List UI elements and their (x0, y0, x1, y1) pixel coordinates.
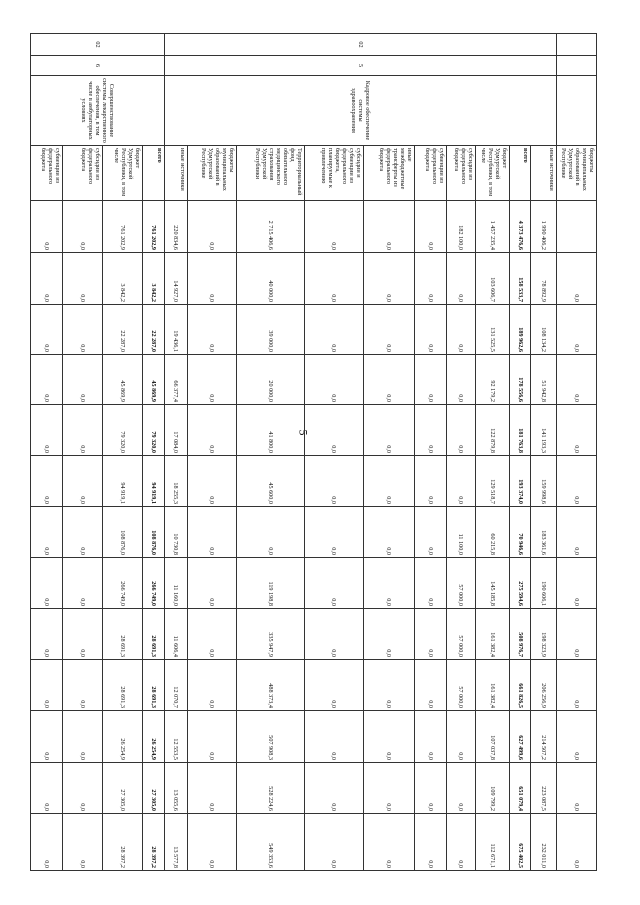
value-cell: 94 919,1 (143, 456, 164, 507)
row-label: субвенции из федерального бюджета (414, 146, 446, 201)
value-cell: 0,0 (62, 558, 102, 609)
value-cell: 0,0 (31, 763, 63, 814)
row-label: иные межбюджетные трансферты из федерального бюджета (363, 146, 414, 201)
value-cell: 40 000,0 (236, 253, 304, 305)
value-cell: 109 799,2 (476, 763, 510, 814)
value-cell: 0,0 (62, 201, 102, 253)
value-cell: 79 320,0 (143, 405, 164, 456)
table-row (476, 34, 510, 871)
value-cell: 266 749,0 (143, 558, 164, 609)
value-cell: 78 892,9 (531, 253, 556, 305)
value-cell: 0,0 (304, 405, 363, 456)
value-cell: 0,0 (446, 456, 476, 507)
value-cell: 0,0 (304, 305, 363, 355)
value-cell: 39 000,0 (236, 305, 304, 355)
value-cell: 0,0 (187, 456, 236, 507)
value-cell: 0,0 (414, 814, 446, 871)
value-cell: 0,0 (556, 609, 596, 660)
value-cell: 0,0 (414, 507, 446, 558)
value-cell: 0,0 (187, 609, 236, 660)
value-cell: 0,0 (446, 405, 476, 456)
value-cell: 0,0 (363, 507, 414, 558)
value-cell: 0,0 (304, 355, 363, 405)
value-cell: 0,0 (556, 711, 596, 763)
value-cell: 0,0 (414, 711, 446, 763)
value-cell: 0,0 (187, 558, 236, 609)
value-cell: 161 382,4 (476, 660, 510, 711)
value-cell: 0,0 (414, 763, 446, 814)
value-cell: 22 287,0 (143, 305, 164, 355)
value-cell: 57 000,0 (446, 558, 476, 609)
table-row (236, 34, 304, 871)
value-cell: 2 715 406,6 (236, 201, 304, 253)
row-label: бюджеты муниципальных образований в Удмуртской Республике (556, 146, 596, 201)
value-cell: 161 382,4 (476, 609, 510, 660)
value-cell: 0,0 (187, 355, 236, 405)
value-cell: 0,0 (304, 507, 363, 558)
value-cell: 51 942,8 (531, 355, 556, 405)
row-label: субвенции из федерального бюджета (31, 146, 63, 201)
budget-table-frame (30, 33, 597, 870)
value-cell: 28 691,3 (103, 609, 143, 660)
value-cell: 0,0 (414, 355, 446, 405)
row-label: всего (143, 146, 164, 201)
value-cell: 0,0 (556, 253, 596, 305)
value-cell: 761 202,9 (103, 201, 143, 253)
value-cell: 26 254,9 (103, 711, 143, 763)
table-row-continuation (556, 34, 596, 871)
value-cell: 0,0 (31, 456, 63, 507)
empty-cell (556, 56, 596, 76)
value-cell: 92 179,2 (476, 355, 510, 405)
value-cell: 661 826,5 (510, 660, 531, 711)
value-cell: 0,0 (363, 814, 414, 871)
value-cell: 12 553,5 (164, 711, 187, 763)
row-label: иные источники (164, 146, 187, 201)
item-number-cell: 5 (164, 56, 556, 76)
value-cell: 193 374,0 (510, 456, 531, 507)
value-cell: 19 436,1 (164, 305, 187, 355)
value-cell: 158 533,7 (510, 253, 531, 305)
value-cell: 0,0 (31, 711, 63, 763)
value-cell: 0,0 (304, 609, 363, 660)
table-row (143, 34, 164, 871)
value-cell: 0,0 (446, 711, 476, 763)
value-cell: 17 084,0 (164, 405, 187, 456)
value-cell: 66 377,4 (164, 355, 187, 405)
value-cell: 0,0 (556, 355, 596, 405)
value-cell: 0,0 (363, 456, 414, 507)
value-cell: 627 499,6 (510, 711, 531, 763)
value-cell: 0,0 (414, 201, 446, 253)
value-cell: 0,0 (187, 507, 236, 558)
value-cell: 0,0 (446, 305, 476, 355)
value-cell: 10 730,8 (164, 507, 187, 558)
budget-table (30, 33, 597, 871)
value-cell: 18 255,3 (164, 456, 187, 507)
value-cell: 131 525,5 (476, 305, 510, 355)
value-cell: 12 070,7 (164, 660, 187, 711)
value-cell: 0,0 (304, 711, 363, 763)
table-row (62, 34, 102, 871)
row-label: бюджет Удмуртской Республики, в том числе (476, 146, 510, 201)
value-cell: 189 962,6 (510, 305, 531, 355)
value-cell: 13 055,6 (164, 763, 187, 814)
value-cell: 0,0 (62, 305, 102, 355)
value-cell: 0,0 (236, 507, 304, 558)
value-cell: 0,0 (304, 558, 363, 609)
value-cell: 108 876,0 (103, 507, 143, 558)
value-cell: 0,0 (414, 405, 446, 456)
value-cell: 0,0 (363, 253, 414, 305)
program-code: 02 (356, 41, 364, 48)
value-cell: 0,0 (363, 558, 414, 609)
row-label: иные источники (531, 146, 556, 201)
value-cell: 0,0 (31, 814, 63, 871)
value-cell: 3 842,2 (103, 253, 143, 305)
value-cell: 0,0 (187, 201, 236, 253)
table-row (414, 34, 446, 871)
value-cell: 0,0 (187, 814, 236, 871)
value-cell: 0,0 (31, 305, 63, 355)
value-cell: 335 947,9 (236, 609, 304, 660)
value-cell: 0,0 (363, 763, 414, 814)
value-cell: 14 927,0 (164, 253, 187, 305)
value-cell: 675 402,5 (510, 814, 531, 871)
value-cell: 198 323,9 (531, 609, 556, 660)
value-cell: 0,0 (414, 660, 446, 711)
value-cell: 0,0 (556, 456, 596, 507)
value-cell: 181 763,8 (510, 405, 531, 456)
empty-cell (556, 34, 596, 56)
value-cell: 178 556,6 (510, 355, 531, 405)
value-cell: 0,0 (62, 660, 102, 711)
value-cell: 22 287,0 (103, 305, 143, 355)
value-cell: 0,0 (446, 814, 476, 871)
value-cell: 0,0 (556, 305, 596, 355)
value-cell: 0,0 (62, 456, 102, 507)
value-cell: 0,0 (31, 609, 63, 660)
value-cell: 103 606,7 (476, 253, 510, 305)
value-cell: 28 397,2 (143, 814, 164, 871)
table-row (446, 34, 476, 871)
value-cell: 108 876,0 (143, 507, 164, 558)
value-cell: 0,0 (304, 456, 363, 507)
value-cell: 0,0 (414, 609, 446, 660)
value-cell: 112 671,1 (476, 814, 510, 871)
rotated-landscape-content (30, 33, 597, 870)
program-code: 02 (93, 41, 101, 48)
value-cell: 0,0 (31, 201, 63, 253)
value-cell: 0,0 (304, 814, 363, 871)
item-title-cell: Совершенствование системы лекарственного обеспечения, в том числе в амбулаторных условиях (31, 76, 165, 146)
program-code-cell (31, 34, 165, 56)
value-cell: 119 198,8 (236, 558, 304, 609)
value-cell: 45 869,9 (103, 355, 143, 405)
row-label: субсидии из федерального бюджета (446, 146, 476, 201)
row-label: всего (510, 146, 531, 201)
value-cell: 0,0 (62, 763, 102, 814)
table-row (31, 34, 63, 871)
value-cell: 11 100,0 (446, 507, 476, 558)
value-cell: 0,0 (187, 405, 236, 456)
value-cell: 0,0 (187, 305, 236, 355)
empty-cell (556, 76, 596, 146)
value-cell: 57 000,0 (446, 660, 476, 711)
value-cell: 20 000,0 (236, 355, 304, 405)
value-cell: 27 305,0 (143, 763, 164, 814)
value-cell: 0,0 (363, 355, 414, 405)
value-cell: 28 691,3 (143, 660, 164, 711)
value-cell: 0,0 (363, 405, 414, 456)
value-cell: 11 160,0 (164, 558, 187, 609)
value-cell: 761 202,9 (143, 201, 164, 253)
value-cell: 508 976,7 (510, 609, 531, 660)
value-cell: 528 224,6 (236, 763, 304, 814)
value-cell: 45 600,0 (236, 456, 304, 507)
value-cell: 266 749,0 (103, 558, 143, 609)
row-label: субсидии и субвенции из федерального бюджета, планируемые к привлечению (304, 146, 363, 201)
value-cell: 28 691,3 (103, 660, 143, 711)
value-cell: 0,0 (304, 253, 363, 305)
value-cell: 141 193,3 (531, 405, 556, 456)
value-cell: 0,0 (304, 201, 363, 253)
value-cell: 0,0 (31, 355, 63, 405)
value-cell: 0,0 (556, 763, 596, 814)
row-label: бюджет Удмуртской Республики, в том числе (103, 146, 143, 201)
row-label: Территориальный фонд обязательного медицинского страхования Удмуртской Республики (236, 146, 304, 201)
item-title-cell: Кадровое обеспечение системы здравоохранения (164, 76, 556, 146)
value-cell: 182 100,0 (446, 201, 476, 253)
value-cell: 0,0 (304, 660, 363, 711)
table-row (363, 34, 414, 871)
value-cell: 0,0 (556, 814, 596, 871)
table-row (304, 34, 363, 871)
value-cell: 0,0 (363, 609, 414, 660)
value-cell: 45 869,9 (143, 355, 164, 405)
item-number-cell: 6 (31, 56, 165, 76)
value-cell: 0,0 (62, 609, 102, 660)
value-cell: 507 908,3 (236, 711, 304, 763)
value-cell: 0,0 (31, 405, 63, 456)
value-cell: 11 606,4 (164, 609, 187, 660)
value-cell: 183 361,6 (531, 507, 556, 558)
value-cell: 0,0 (31, 253, 63, 305)
value-cell: 0,0 (187, 253, 236, 305)
value-cell: 70 946,6 (510, 507, 531, 558)
value-cell: 0,0 (304, 763, 363, 814)
value-cell: 159 998,6 (531, 456, 556, 507)
program-code-cell (164, 34, 556, 56)
value-cell: 0,0 (414, 456, 446, 507)
value-cell: 0,0 (187, 711, 236, 763)
value-cell: 549 353,6 (236, 814, 304, 871)
value-cell: 488 373,4 (236, 660, 304, 711)
page-number: 5 (296, 429, 311, 436)
value-cell: 0,0 (556, 660, 596, 711)
value-cell: 41 800,0 (236, 405, 304, 456)
row-label: бюджеты муниципальных образований в Удмуртской Республике (187, 146, 236, 201)
value-cell: 1 990 406,2 (531, 201, 556, 253)
value-cell: 26 254,9 (143, 711, 164, 763)
value-cell: 1 457 235,4 (476, 201, 510, 253)
value-cell: 0,0 (363, 711, 414, 763)
value-cell: 60 215,8 (476, 507, 510, 558)
table-row (103, 34, 143, 871)
value-cell: 0,0 (363, 201, 414, 253)
value-cell: 145 185,8 (476, 558, 510, 609)
value-cell: 129 518,7 (476, 456, 510, 507)
value-cell: 0,0 (31, 507, 63, 558)
value-cell: 28 397,2 (103, 814, 143, 871)
value-cell: 190 606,1 (531, 558, 556, 609)
value-cell: 0,0 (62, 814, 102, 871)
empty-cell (556, 201, 596, 253)
value-cell: 0,0 (414, 253, 446, 305)
value-cell: 13 577,8 (164, 814, 187, 871)
value-cell: 107 037,8 (476, 711, 510, 763)
value-cell: 4 373 476,6 (510, 201, 531, 253)
value-cell: 108 134,2 (531, 305, 556, 355)
value-cell: 0,0 (187, 660, 236, 711)
value-cell: 0,0 (62, 711, 102, 763)
value-cell: 223 087,5 (531, 763, 556, 814)
value-cell: 3 842,2 (143, 253, 164, 305)
value-cell: 0,0 (556, 558, 596, 609)
value-cell: 220 834,6 (164, 201, 187, 253)
value-cell: 0,0 (556, 507, 596, 558)
value-cell: 0,0 (62, 405, 102, 456)
table-row (187, 34, 236, 871)
value-cell: 0,0 (187, 763, 236, 814)
value-cell: 0,0 (363, 305, 414, 355)
value-cell: 0,0 (446, 253, 476, 305)
value-cell: 79 320,0 (103, 405, 143, 456)
value-cell: 27 305,0 (103, 763, 143, 814)
table-row (164, 34, 187, 871)
table-row (510, 34, 531, 871)
value-cell: 0,0 (363, 660, 414, 711)
value-cell: 28 691,3 (143, 609, 164, 660)
value-cell: 0,0 (62, 253, 102, 305)
table-body (31, 34, 597, 871)
value-cell: 122 879,8 (476, 405, 510, 456)
value-cell: 275 594,6 (510, 558, 531, 609)
value-cell: 0,0 (31, 558, 63, 609)
value-cell: 214 507,2 (531, 711, 556, 763)
value-cell: 0,0 (556, 405, 596, 456)
value-cell: 0,0 (446, 355, 476, 405)
value-cell: 0,0 (62, 355, 102, 405)
value-cell: 651 079,4 (510, 763, 531, 814)
value-cell: 0,0 (414, 305, 446, 355)
row-label: субсидии из федерального бюджета (62, 146, 102, 201)
table-row (531, 34, 556, 871)
value-cell: 57 000,0 (446, 609, 476, 660)
value-cell: 232 011,0 (531, 814, 556, 871)
value-cell: 0,0 (446, 763, 476, 814)
value-cell: 0,0 (62, 507, 102, 558)
value-cell: 94 919,1 (103, 456, 143, 507)
value-cell: 206 256,9 (531, 660, 556, 711)
value-cell: 0,0 (31, 660, 63, 711)
value-cell: 0,0 (414, 558, 446, 609)
